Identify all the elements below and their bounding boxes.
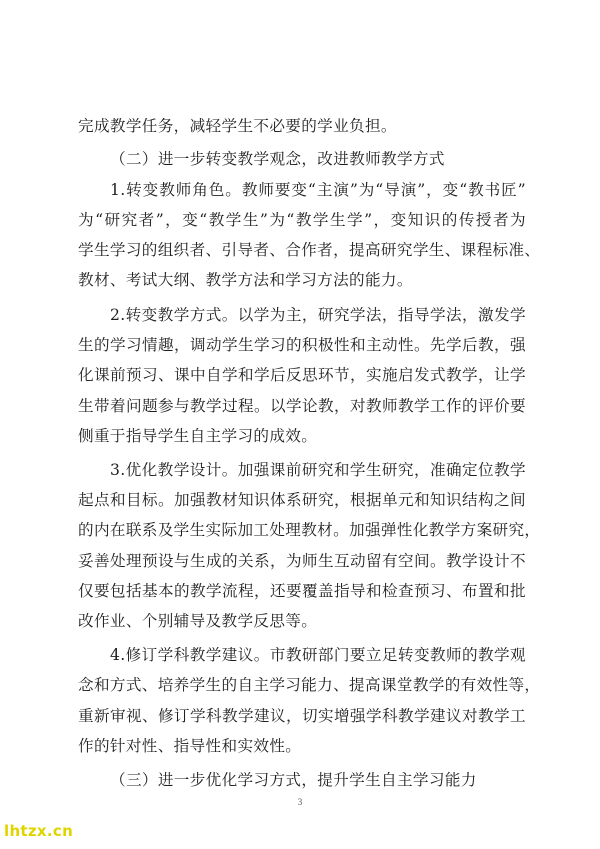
- paragraph-line: 起点和目标。加强教材知识体系研究，根据单元和知识结构之间: [78, 491, 526, 509]
- watermark-logo: lhtzx.cn: [4, 822, 74, 840]
- paragraph-line: 的内在联系及学生实际加工处理教材。加强弹性化教学方案研究，: [78, 521, 541, 539]
- paragraph-line: 3.优化教学设计。加强课前研究和学生研究，准确定位教学: [110, 461, 526, 479]
- paragraph-line: 生带着问题参与教学过程。以学论教，对教师教学工作的评价要: [78, 397, 526, 415]
- section-heading: （三）进一步优化学习方式，提升学生自主学习能力: [110, 771, 477, 789]
- paragraph-line: 4.修订学科教学建议。市教研部门要立足转变教师的教学观: [110, 646, 526, 664]
- paragraph-line: 1.转变教师角色。教师要变“主演”为“导演”，变“教书匠”: [110, 181, 526, 199]
- section-heading: （二）进一步转变教学观念，改进教师教学方式: [110, 150, 445, 168]
- paragraph-line: 生的学习情趣，调动学生学习的积极性和主动性。先学后教，强: [78, 336, 526, 354]
- paragraph-line: 为“研究者”，变“教学生”为“教学生学”，变知识的传授者为: [78, 211, 526, 229]
- paragraph-line: 仅要包括基本的教学流程，还要覆盖指导和检查预习、布置和批: [78, 582, 526, 600]
- paragraph-line: 作的针对性、指导性和实效性。: [78, 737, 302, 755]
- paragraph-line: 教材、考试大纲、教学方法和学习方法的能力。: [78, 271, 413, 289]
- paragraph-line: 完成教学任务，减轻学生不必要的学业负担。: [78, 117, 397, 135]
- paragraph-line: 2.转变教学方式。以学为主，研究学法，指导学法，激发学: [110, 306, 526, 324]
- paragraph-line: 改作业、个别辅导及教学反思等。: [78, 612, 318, 630]
- paragraph-line: 念和方式、培养学生的自主学习能力、提高课堂教学的有效性等，: [78, 676, 541, 694]
- paragraph-line: 化课前预习、课中自学和学后反思环节，实施启发式教学，让学: [78, 366, 526, 384]
- paragraph-line: 妥善处理预设与生成的关系，为师生互动留有空间。教学设计不: [78, 552, 526, 570]
- paragraph-line: 学生学习的组织者、引导者、合作者，提高研究学生、课程标准、: [78, 241, 541, 259]
- paragraph-line: 侧重于指导学生自主学习的成效。: [78, 427, 318, 445]
- page-number: 3: [297, 797, 303, 807]
- paragraph-line: 重新审视、修订学科教学建议，切实增强学科教学建议对教学工: [78, 707, 526, 725]
